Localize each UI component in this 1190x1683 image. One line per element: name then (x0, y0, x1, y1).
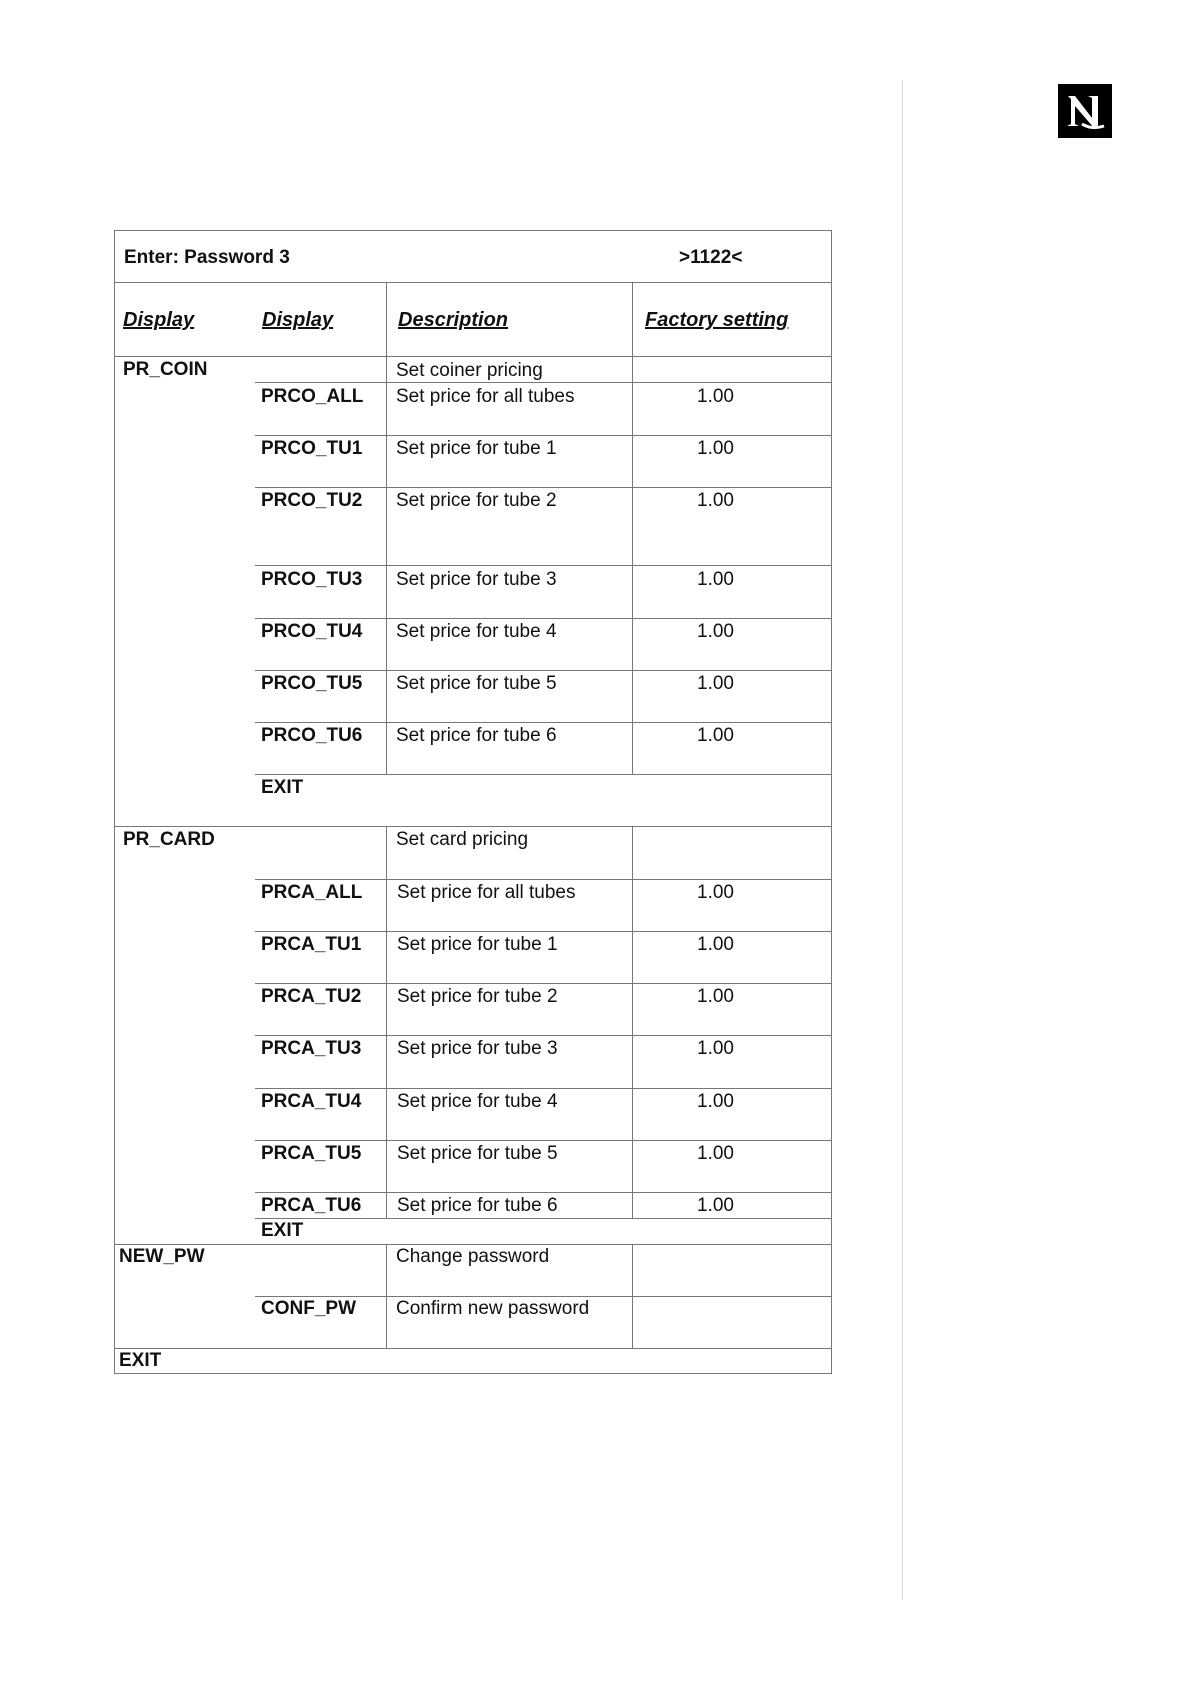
submenu-exit: EXIT (261, 1220, 304, 1241)
password-code: >1122< (679, 247, 743, 268)
submenu-item: PRCO_TU3 (261, 569, 363, 590)
table-cell-description: Set coiner pricing (396, 360, 543, 381)
table-cell-description: Set price for tube 4 (396, 621, 557, 642)
submenu-item: PRCO_ALL (261, 386, 364, 407)
table-cell-description: Set price for tube 6 (396, 725, 557, 746)
table-cell-factory-value: 1.00 (697, 490, 734, 511)
table-cell-description: Set price for tube 1 (396, 438, 557, 459)
password-menu-table (114, 230, 832, 1374)
table-cell-factory-value: 1.00 (697, 438, 734, 459)
table-cell-factory-value: 1.00 (697, 621, 734, 642)
column-header-factory-setting: Factory setting (645, 309, 789, 331)
page-divider (902, 80, 903, 1600)
table-cell-factory-value: 1.00 (697, 569, 734, 590)
table-cell-description: Confirm new password (396, 1298, 590, 1319)
table-cell-description: Set price for tube 5 (397, 1143, 558, 1164)
table-cell-factory-value: 1.00 (697, 725, 734, 746)
table-cell-factory-value: 1.00 (697, 1091, 734, 1112)
submenu-item: PRCO_TU6 (261, 725, 363, 746)
column-header-display-2: Display (262, 309, 334, 331)
submenu-item: PRCA_TU2 (261, 986, 362, 1007)
submenu-item: PRCO_TU4 (261, 621, 363, 642)
table-cell-factory-value: 1.00 (697, 386, 734, 407)
table-cell-description: Set card pricing (396, 829, 529, 850)
submenu-item: PRCO_TU1 (261, 438, 363, 459)
submenu-item: PRCA_ALL (261, 882, 363, 903)
table-cell-description: Set price for all tubes (396, 386, 575, 407)
table-cell-factory-value: 1.00 (697, 986, 734, 1007)
table-cell-description: Set price for tube 2 (396, 490, 557, 511)
table-cell-description: Set price for tube 1 (397, 934, 558, 955)
logo-mark-icon (1058, 84, 1112, 138)
submenu-item: PRCO_TU2 (261, 490, 363, 511)
brand-logo (1058, 84, 1112, 138)
column-header-description: Description (398, 309, 509, 331)
menu-item-pr-coin: PR_COIN (123, 359, 208, 380)
table-cell-description: Change password (396, 1246, 550, 1267)
table-cell-factory-value: 1.00 (697, 1143, 734, 1164)
table-cell-description: Set price for tube 2 (397, 986, 558, 1007)
table-cell-description: Set price for tube 4 (397, 1091, 558, 1112)
menu-item-new-pw: NEW_PW (119, 1246, 205, 1267)
column-header-display-1: Display (123, 309, 195, 331)
table-cell-factory-value: 1.00 (697, 934, 734, 955)
table-cell-description: Set price for tube 5 (396, 673, 557, 694)
submenu-item: CONF_PW (261, 1298, 356, 1319)
submenu-item: PRCA_TU6 (261, 1195, 362, 1216)
table-cell-factory-value: 1.00 (697, 882, 734, 903)
menu-item-pr-card: PR_CARD (123, 829, 215, 850)
table-cell-description: Set price for all tubes (397, 882, 576, 903)
submenu-item: PRCA_TU3 (261, 1038, 362, 1059)
table-title: Enter: Password 3 (124, 247, 290, 268)
submenu-item: PRCO_TU5 (261, 673, 363, 694)
submenu-item: PRCA_TU4 (261, 1091, 362, 1112)
table-cell-description: Set price for tube 3 (397, 1038, 558, 1059)
submenu-item: PRCA_TU1 (261, 934, 362, 955)
table-cell-factory-value: 1.00 (697, 673, 734, 694)
table-cell-factory-value: 1.00 (697, 1195, 734, 1216)
menu-exit: EXIT (119, 1350, 162, 1371)
submenu-exit: EXIT (261, 777, 304, 798)
table-cell-description: Set price for tube 6 (397, 1195, 558, 1216)
table-cell-description: Set price for tube 3 (396, 569, 557, 590)
table-cell-factory-value: 1.00 (697, 1038, 734, 1059)
submenu-item: PRCA_TU5 (261, 1143, 362, 1164)
